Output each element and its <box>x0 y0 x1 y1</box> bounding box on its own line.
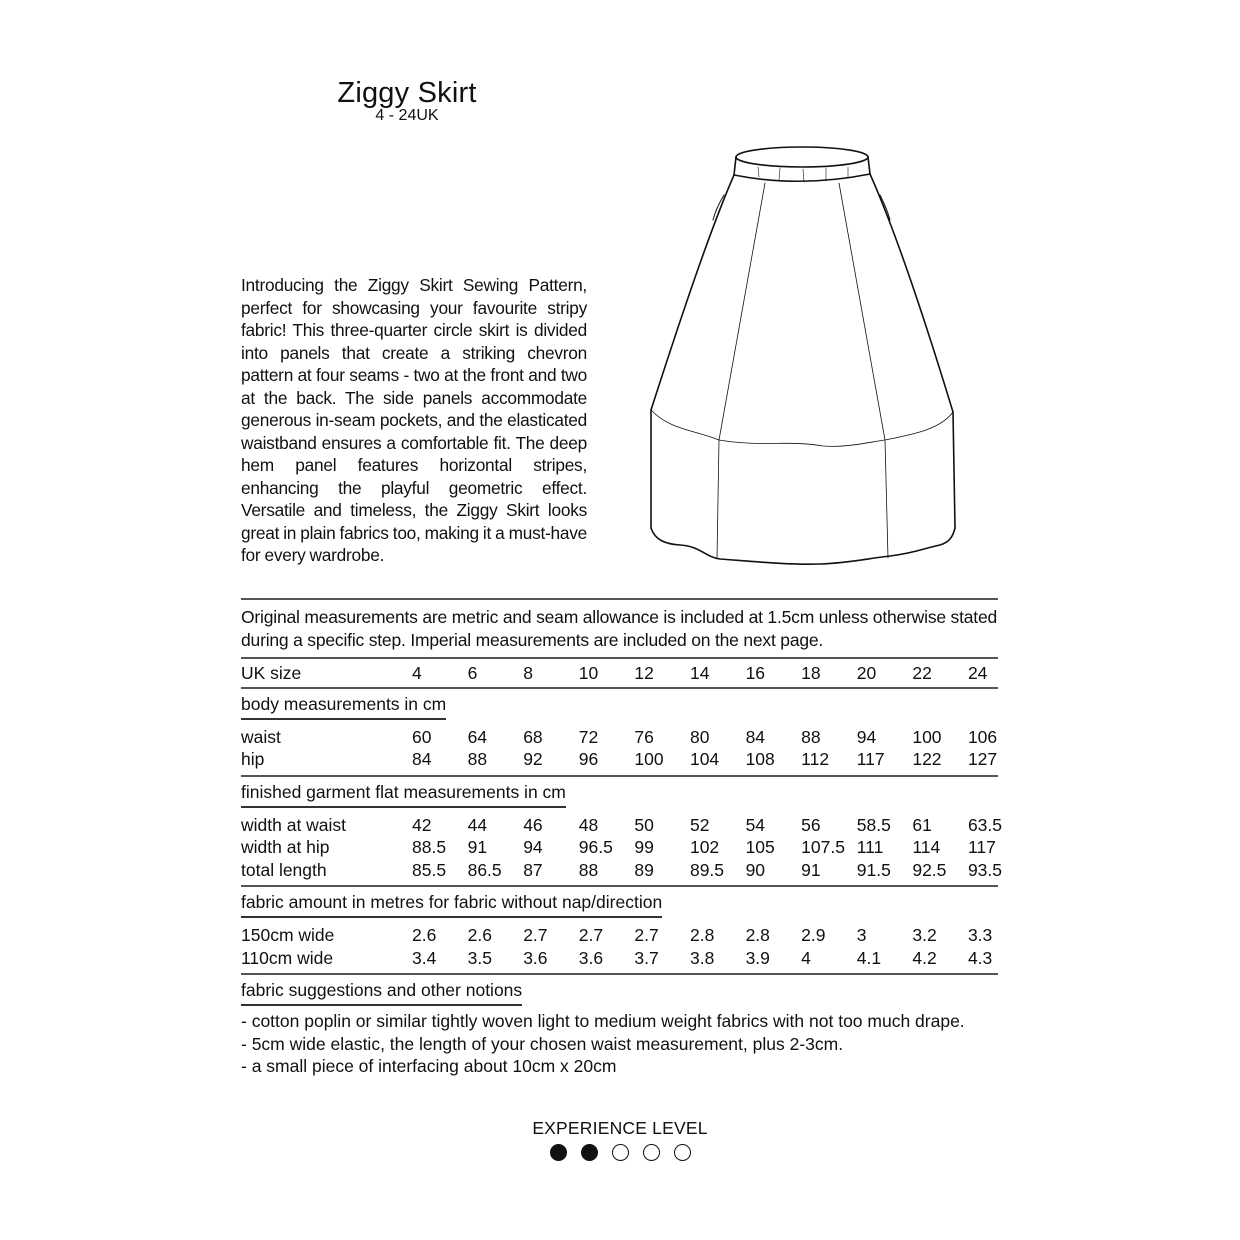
size-cell: 22 <box>912 663 932 683</box>
size-cell: 20 <box>856 663 877 683</box>
cell: 3.6 <box>578 947 604 968</box>
cell: 3.5 <box>467 947 492 968</box>
cell: 104 <box>689 749 720 769</box>
row-label: width at waist <box>241 814 347 835</box>
finished-garment-section <box>241 777 1002 886</box>
cell: 112 <box>801 749 830 769</box>
table-row <box>241 748 998 771</box>
size-cell: 18 <box>801 663 821 683</box>
cell: 3.9 <box>745 947 770 968</box>
row-label: total length <box>241 859 327 880</box>
cell: 96 <box>578 749 599 769</box>
filled-circle-icon <box>550 1144 567 1161</box>
cell: 90 <box>745 859 766 880</box>
cell: 2.6 <box>467 925 492 945</box>
cell: 127 <box>967 749 998 769</box>
cell: 50 <box>634 814 654 835</box>
cell: 114 <box>912 837 941 857</box>
cell: 3.7 <box>634 947 659 968</box>
cell: 84 <box>412 749 432 769</box>
cell: 94 <box>523 837 543 857</box>
size-cell: 12 <box>634 663 654 683</box>
cell: 86.5 <box>467 859 502 880</box>
fabric-amount-section <box>241 887 998 973</box>
cell: 63.5 <box>967 814 1002 835</box>
cell: 111 <box>856 837 884 857</box>
cell: 100 <box>912 726 942 747</box>
notion-item: - a small piece of interfacing about 10cm x 20cm <box>241 1056 617 1076</box>
cell: 54 <box>745 814 766 835</box>
cell: 89 <box>634 859 654 880</box>
section-heading: finished garment flat measurements in cm <box>241 777 566 808</box>
row-label: 110cm wide <box>241 947 334 968</box>
cell: 80 <box>689 726 710 747</box>
table-row <box>241 726 998 749</box>
title-block <box>300 76 514 125</box>
notion-item: - cotton poplin or similar tightly woven light to medium weight fabrics with not too much drape. <box>241 1011 965 1031</box>
cell: 44 <box>467 814 488 835</box>
experience-level <box>520 1117 720 1161</box>
row-label: 150cm wide <box>241 925 335 945</box>
filled-circle-icon <box>581 1144 598 1161</box>
cell: 88 <box>801 726 821 747</box>
cell: 3.4 <box>412 947 437 968</box>
cell: 108 <box>745 749 775 769</box>
cell: 4.1 <box>856 947 882 968</box>
cell: 100 <box>634 749 664 769</box>
cell: 96.5 <box>578 837 613 857</box>
size-cell: 16 <box>745 663 766 683</box>
section-heading: fabric suggestions and other notions <box>241 975 522 1006</box>
cell: 4 <box>801 947 811 968</box>
size-cell: 4 <box>412 663 422 683</box>
cell: 2.7 <box>578 925 604 945</box>
table-row <box>241 836 998 859</box>
cell: 117 <box>856 749 885 769</box>
empty-circle-icon <box>643 1144 660 1161</box>
cell: 2.9 <box>801 925 826 945</box>
size-cell: 14 <box>689 663 710 683</box>
experience-rating <box>520 1144 720 1161</box>
size-cell: 6 <box>467 663 478 683</box>
empty-circle-icon <box>674 1144 691 1161</box>
cell: 105 <box>745 837 775 857</box>
row-label: hip <box>241 749 265 769</box>
measurement-note: Original measurements are metric and seam allowance is included at 1.5cm unless otherwise stated during a specific step. Imperial measurements are included on the next page. <box>241 607 998 650</box>
row-label: width at hip <box>241 837 330 857</box>
notions-section <box>241 975 998 1078</box>
cell: 88 <box>578 859 599 880</box>
cell: 2.8 <box>745 925 770 945</box>
cell: 3 <box>856 925 867 945</box>
size-cell: 8 <box>523 663 533 683</box>
cell: 58.5 <box>856 814 891 835</box>
cell: 46 <box>523 814 543 835</box>
cell: 91.5 <box>856 859 891 880</box>
cell: 48 <box>578 814 599 835</box>
cell: 91 <box>467 837 488 857</box>
cell: 85.5 <box>412 859 447 880</box>
intro-paragraph: Introducing the Ziggy Skirt Sewing Pattern, perfect for showcasing your favourite stripy fabric! This three-quarter circle skirt is divided into panels that create a striking chevron pattern at four seams - two at the front and two at the back. The side panels accommodate generous in-seam pockets, and the elasticated waistband ensures a comfortable fit. The deep hem panel features horizontal stripes, enhancing the playful geometric effect. Versatile and timeless, the Ziggy Skirt looks great in plain fabrics too, making it a must-have for every wardrobe. <box>241 275 587 565</box>
experience-label: EXPERIENCE LEVEL <box>532 1118 708 1138</box>
pattern-title: Ziggy Skirt <box>337 77 477 109</box>
cell: 117 <box>967 837 996 857</box>
notions-list <box>241 1008 998 1078</box>
cell: 99 <box>634 837 654 857</box>
cell: 3.8 <box>689 947 715 968</box>
cell: 87 <box>523 859 543 880</box>
cell: 56 <box>801 814 821 835</box>
cell: 68 <box>523 726 543 747</box>
cell: 94 <box>856 726 877 747</box>
table-row <box>241 924 998 947</box>
cell: 92 <box>523 749 543 769</box>
table-row <box>241 859 1002 882</box>
size-header-row <box>241 659 998 687</box>
cell: 76 <box>634 726 654 747</box>
row-label: waist <box>241 726 281 747</box>
cell: 102 <box>689 837 720 857</box>
cell: 3.3 <box>967 925 993 945</box>
cell: 3.6 <box>523 947 548 968</box>
cell: 2.6 <box>412 925 437 945</box>
cell: 92.5 <box>912 859 947 880</box>
size-cell: 24 <box>967 663 988 683</box>
cell: 3.2 <box>912 925 937 945</box>
cell: 2.7 <box>523 925 548 945</box>
empty-circle-icon <box>612 1144 629 1161</box>
cell: 89.5 <box>689 859 725 880</box>
size-cell: 10 <box>578 663 599 683</box>
table-row <box>241 947 998 970</box>
cell: 4.2 <box>912 947 937 968</box>
section-heading: body measurements in cm <box>241 689 446 720</box>
cell: 72 <box>578 726 599 747</box>
skirt-illustration-icon <box>640 140 980 570</box>
cell: 52 <box>689 814 710 835</box>
cell: 60 <box>412 726 432 747</box>
cell: 64 <box>467 726 488 747</box>
cell: 42 <box>412 814 432 835</box>
cell: 88.5 <box>412 837 447 857</box>
size-range: 4 - 24UK <box>375 107 439 124</box>
cell: 61 <box>912 814 932 835</box>
cell: 106 <box>967 726 998 747</box>
cell: 91 <box>801 859 821 880</box>
cell: 84 <box>745 726 766 747</box>
cell: 2.7 <box>634 925 659 945</box>
section-heading: fabric amount in metres for fabric without nap/direction <box>241 887 662 918</box>
body-measurements-section <box>241 689 998 775</box>
size-label: UK size <box>241 663 302 683</box>
table-row <box>241 814 1002 837</box>
cell: 107.5 <box>801 837 845 857</box>
notion-item: - 5cm wide elastic, the length of your chosen waist measurement, plus 2-3cm. <box>241 1033 844 1054</box>
cell: 4.3 <box>967 947 993 968</box>
cell: 122 <box>912 749 942 769</box>
cell: 88 <box>467 749 488 769</box>
cell: 2.8 <box>689 925 715 945</box>
cell: 93.5 <box>967 859 1002 880</box>
spec-table <box>241 598 1002 1078</box>
